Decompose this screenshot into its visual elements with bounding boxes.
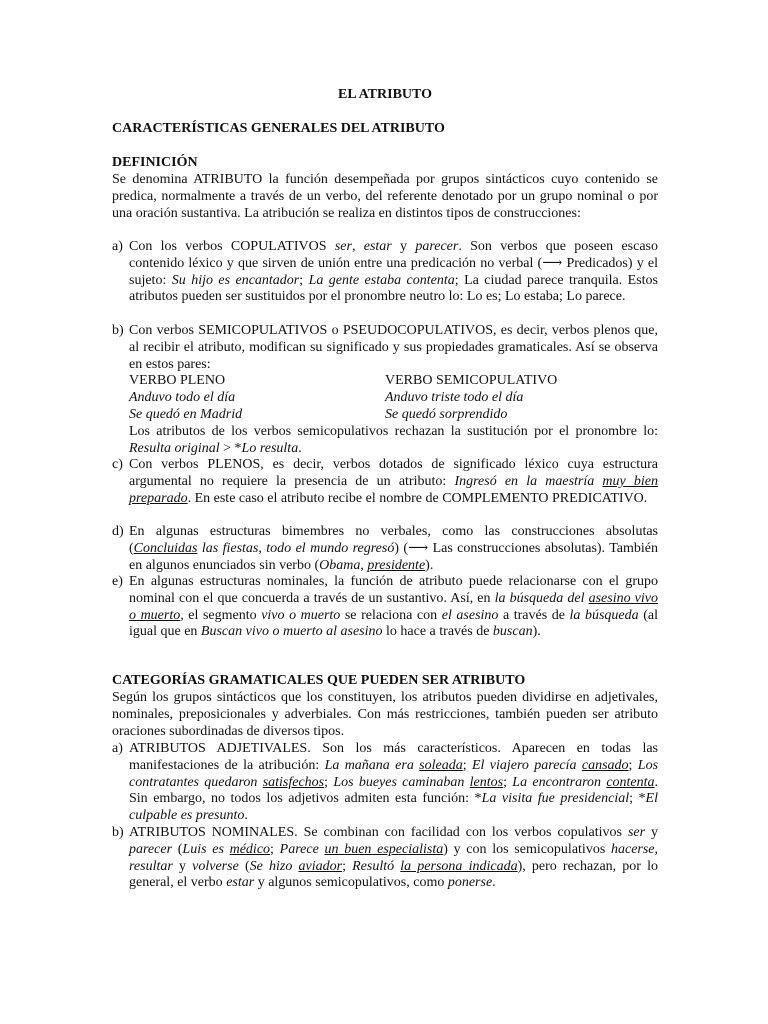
definition-paragraph: Se denomina ATRIBUTO la función desempeñada por grupos sintácticos cuyo contenido se predica, normalmente a través de un verbo, del referente denotado por un grupo nominal o por una oración sustantiva. La atribución se realiza en distintos tipos de construcciones: <box>112 172 658 221</box>
section-heading-categorias: CATEGORÍAS GRAMATICALES QUE PUEDEN SER ATRIBUTO <box>112 673 526 688</box>
pairs-cell: Se quedó en Madrid <box>129 406 243 422</box>
list-item-nominales <box>112 825 658 892</box>
pairs-header-pleno: VERBO PLENO <box>129 373 226 389</box>
subheading-definicion: DEFINICIÓN <box>112 155 198 170</box>
list-item-text: Con los verbos COPULATIVOS ser, estar y parecer. Son verbos que poseen escaso contenido léxico y que sirven de unión entre una predicación no verbal (⟶ Predicados) y el sujeto: Su hijo es encantador; La gente estaba contenta; La ciudad parece tranquila. Estos atributos pueden ser sustituidos por el pronombre neutro lo: Lo es; Lo estaba; Lo parece. <box>129 239 659 305</box>
list-item-copulativos <box>112 239 658 306</box>
list-item-text: ATRIBUTOS NOMINALES. Se combinan con facilidad con los verbos copulativos ser y parecer (Luis es médico; Parece un buen especialista) y con los semicopulativos hacerse, resultar y volverse (Se hizo aviador; Resultó la persona indicada), pero rechazan, por lo general, el verbo estar y algunos semicopulativos, como ponerse. <box>129 825 659 891</box>
pairs-cell: Anduvo todo el día <box>129 390 236 406</box>
section-heading-caracteristicas: CARACTERÍSTICAS GENERALES DEL ATRIBUTO <box>112 121 445 136</box>
page-title: EL ATRIBUTO <box>337 87 433 102</box>
list-item-text: Con verbos SEMICOPULATIVOS o PSEUDOCOPULATIVOS, es decir, verbos plenos que, al recibir el atributo, modifican su significado y sus propiedades gramaticales. Así se observa en estos pares: <box>129 323 658 372</box>
list-item-adjetivales <box>112 741 658 825</box>
verb-pairs-table <box>129 373 658 423</box>
list-marker: e) <box>112 574 123 589</box>
list-marker: c) <box>112 457 123 472</box>
list-marker: d) <box>112 524 124 539</box>
list-marker: a) <box>112 741 123 756</box>
pairs-header-semicopulativo: VERBO SEMICOPULATIVO <box>385 373 558 389</box>
list-marker: b) <box>112 323 124 338</box>
list-item-text: En algunas estructuras nominales, la función de atributo puede relacionarse con el grupo nominal con el que concuerda a través de un sustantivo. Así, en la búsqueda del asesino vivo o muerto, el segmento vivo o muerto se relaciona con el asesino a través de la búsqueda (al igual que en Buscan vivo o muerto al asesino lo hace a través de buscan). <box>129 574 658 640</box>
pairs-cell: Anduvo triste todo el día <box>385 390 524 406</box>
list-item-text: Con verbos PLENOS, es decir, verbos dotados de significado léxico cuya estructura argumental no requiere la presencia de un atributo: Ingresó en la maestría muy bien preparado. En este caso el atributo recibe el nombre de COMPLEMENTO PREDICATIVO. <box>129 457 659 506</box>
list-marker: a) <box>112 239 123 254</box>
list-item-semicopulativos <box>112 323 658 457</box>
list-item-nominales-estructuras <box>112 574 658 641</box>
list-item-bimembres <box>112 524 658 574</box>
pairs-cell: Se quedó sorprendido <box>385 406 508 422</box>
categorias-paragraph: Según los grupos sintácticos que los constituyen, los atributos pueden dividirse en adjetivales, nominales, preposicionales y adverbiales. Con más restricciones, también pueden ser atributo oraciones subordinadas de diversos tipos. <box>112 690 658 739</box>
list-item-note: Los atributos de los verbos semicopulativos rechazan la sustitución por el pronombre lo: Resulta original > *Lo resulta. <box>129 423 658 456</box>
list-marker: b) <box>112 825 124 840</box>
list-item-text: En algunas estructuras bimembres no verbales, como las construcciones absolutas (Concluidas las fiestas, todo el mundo regresó) (⟶ Las construcciones absolutas). También en algunos enunciados sin verbo (Obama, presidente). <box>129 524 658 573</box>
list-item-text: ATRIBUTOS ADJETIVALES. Son los más característicos. Aparecen en todas las manifestaciones de la atribución: La mañana era soleada; El viajero parecía cansado; Los contratantes quedaron satisfechos; Los bueyes caminaban lentos; La encontraron contenta. Sin embargo, no todos los adjetivos admiten esta función: *La visita fue presidencial; *El culpable es presunto. <box>129 741 659 824</box>
list-item-plenos <box>112 457 658 507</box>
